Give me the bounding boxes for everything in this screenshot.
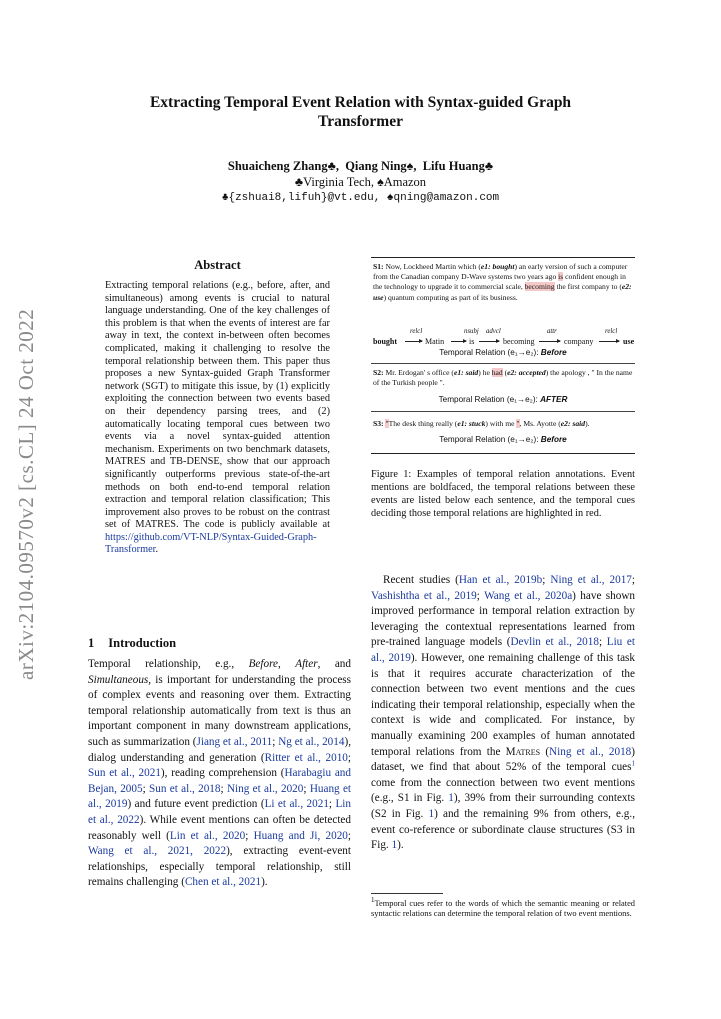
author-1-mark: ♣: [327, 159, 336, 173]
citation-link[interactable]: Ning et al., 2018: [549, 745, 632, 758]
path-node: bought: [373, 337, 398, 346]
citation-link[interactable]: Ritter et al., 2010: [264, 751, 348, 764]
section-title: Introduction: [108, 636, 177, 650]
citation-link[interactable]: Ning et al., 2020: [226, 782, 304, 795]
path-node: becoming: [503, 337, 535, 346]
path-relation: nsubj: [464, 328, 479, 335]
figure-ref[interactable]: 1: [448, 792, 454, 805]
dependency-path: [373, 327, 633, 349]
arrow-icon: [599, 341, 619, 342]
citation-link[interactable]: Vashishtha et al., 2019: [371, 589, 477, 602]
figure-rule: [371, 257, 635, 258]
citation-link[interactable]: Huang and Ji, 2020: [253, 829, 348, 842]
citation-link[interactable]: Li et al., 2021: [264, 798, 329, 811]
figure-example-s3: S3: "The desk thing really (e1: stuck) with me ", Ms. Ayotte (e2: said).: [373, 419, 590, 428]
citation-link[interactable]: Harabagiu and Bejan, 2005: [88, 767, 351, 795]
section-heading: [88, 636, 176, 651]
figure-ref[interactable]: 1: [391, 839, 398, 852]
abstract-text: Extracting temporal relations (e.g., before, after, and simultaneous) among events is crucial to natural language understanding. One of the key challenges of this problem is that when the events of interest are far away in text, the context in-between often becomes complicated, making it challenging to resolve the temporal relationship between them. This paper thus proposes a new Syntax-guided Graph Transformer network (SGT) to mitigate this issue, by (1) explicitly exploiting the connection between two events based on their dependency parsing trees, and (2) automatically locating temporal cues between two events via a novel syntax-guided attention mechanism. Experiments on two benchmark datasets, MATRES and TB-DENSE, show that our approach significantly outperforms previous state-of-the-art methods on both end-to-end temporal relation extraction and temporal relation classification; This improvement also proves to be robust on the contrast set of MATRES. The code is publicly available at https://github.com/VT-NLP/Syntax-Guided-Graph-Transformer.: [105, 280, 330, 556]
temporal-cue-highlight: is: [558, 272, 564, 282]
figure-rule: [371, 411, 635, 412]
body-paragraph: Recent studies (Han et al., 2019b; Ning et al., 2017; Vashishtha et al., 2019; Wang et al., 2020a) have shown improved performance in temporal relation extraction by leveraging the contextual representations learned from pre-trained language models (Devlin et al., 2018; Liu et al., 2019). However, one remaining challenge of this task is that it requires accurate characterization of the connection between two event mentions and the cues indicating their temporal relationship, especially when the context is wide and complicated. For instance, by manually examining 200 examples of human annotated temporal relations from the Matres (Ning et al., 2018) dataset, we find that about 52% of the temporal cues$^1$ come from the connection between two event mentions (e.g., S1 in Fig. 1), 39% from their surrounding contexts (S2 in Fig. 1) and the remaining 9% from others, e.g., event co-reference or subordinate clause structures (S3 in Fig. 1).: [371, 574, 636, 852]
citation-link[interactable]: Lin et al., 2020: [169, 829, 246, 842]
citation-link[interactable]: Huang et al., 2019: [88, 782, 352, 811]
path-relation: relcl: [410, 328, 423, 335]
code-link[interactable]: https://github.com/VT-NLP/Syntax-Guided-Graph-Transformer: [105, 531, 317, 556]
arrow-icon: [405, 341, 422, 342]
figure-example-s1: S1: Now, Lockheed Martin which (e1: bought) an early version of such a computer from the Canadian company D-Wave systems two years ago is confident enough in the technology to upgrade it to commercial scale, becoming the first company to (e2: use) quantum computing as part of its business.: [373, 262, 632, 302]
abstract-heading: Abstract: [194, 258, 241, 272]
footnote-mark: 1: [371, 896, 375, 905]
figure-caption: Figure 1: Examples of temporal relation annotations. Event mentions are boldfaced, the temporal relations between these events are listed below each sentence, and the temporal cues deciding those temporal relations are highlighted in red.: [371, 469, 635, 519]
citation-link[interactable]: Wang et al., 2020a: [484, 589, 573, 602]
path-node: company: [564, 337, 594, 346]
arxiv-id: arXiv:2104.09570v2 [cs.CL] 24 Oct 2022: [14, 308, 38, 680]
author-3: Lifu Huang: [422, 159, 485, 173]
figure-example-s2: S2: Mr. Erdogan' s office (e1: said) he had (e2: accepted) the apology , " In the name of the Turkish people ".: [373, 368, 633, 388]
path-node: is: [469, 337, 475, 346]
author-emails: ♣{zshuai8,lifuh}@vt.edu, ♠qning@amazon.com: [221, 192, 500, 204]
section-number: 1: [88, 636, 95, 650]
footnote: [371, 896, 635, 920]
citation-link[interactable]: Han et al., 2019b: [458, 574, 543, 586]
path-node: Matin: [425, 337, 445, 346]
abstract-body: Extracting temporal relations (e.g., before, after, and simultaneous) among events is crucial to natural language understanding. One of the key challenges of this problem is that when the events of interest are far away in text, the context in-between often becomes complicated, making it challenging to resolve the temporal relationship between them. This paper thus proposes a new Syntax-guided Graph Transformer network (SGT) to mitigate this issue, by (1) explicitly exploiting the connection between two events based on their dependency parsing trees, and (2) automatically locating temporal cues between two events via a novel syntax-guided attention mechanism. Experiments on two benchmark datasets, MATRES and TB-DENSE, show that our approach significantly outperforms previous state-of-the-art methods on both end-to-end temporal relation extraction and temporal relation classification; This improvement also proves to be robust on the contrast set of MATRES. The code is publicly available at: [105, 280, 330, 531]
temporal-cue-highlight: becoming: [524, 282, 555, 292]
author-names: Shuaicheng Zhang♣, Qiang Ning♠, Lifu Huang♣: [227, 159, 494, 173]
title-line-1: Extracting Temporal Event Relation with Syntax-guided Graph: [149, 94, 572, 111]
arxiv-stamp: [6, 308, 46, 680]
path-relation: attr: [547, 328, 557, 335]
arrow-icon: [451, 341, 466, 342]
citation-link[interactable]: Sun et al., 2021: [88, 767, 161, 780]
author-1: Shuaicheng Zhang: [227, 159, 328, 173]
title-line-2: Transformer: [318, 113, 403, 130]
temporal-cue-highlight: ": [385, 419, 389, 428]
citation-link[interactable]: Jiang et al., 2011: [196, 735, 273, 748]
temporal-relation-s2: Temporal Relation (e₁→e₂): AFTER: [438, 395, 568, 404]
temporal-relation-s3: Temporal Relation (e₁→e₂): Before: [439, 435, 567, 444]
citation-link[interactable]: Devlin et al., 2018: [510, 636, 599, 649]
author-affiliations: ♣Virginia Tech, ♠Amazon: [294, 175, 427, 189]
footnote-text: Temporal cues refer to the words of which the semantic meaning or related syntactic relations can determine the temporal relation of two event mentions.: [371, 899, 635, 919]
author-block: [90, 158, 631, 206]
citation-link[interactable]: Lin et al., 2022: [88, 798, 352, 826]
citation-link[interactable]: Ning et al., 2017: [550, 574, 632, 586]
path-node: use: [623, 337, 635, 346]
author-2: Qiang Ning: [345, 159, 407, 173]
footnote-rule: [371, 893, 443, 894]
figure-1: [371, 257, 635, 457]
temporal-cue-highlight: had: [491, 368, 503, 377]
temporal-relation-s1: Temporal Relation (e₁→e₂): Before: [439, 348, 567, 357]
figure-ref[interactable]: 1: [428, 807, 435, 820]
citation-link[interactable]: Liu et al., 2019: [371, 636, 635, 664]
figure-rule: [371, 453, 635, 454]
citation-link[interactable]: Sun et al., 2018: [149, 782, 221, 795]
figure-rule: [371, 363, 635, 364]
intro-paragraph: Temporal relationship, e.g., Before, After, and Simultaneous, is important for understanding the process of complex events and reasoning over them. Extracting temporal relationship automatically from text is thus an important component in many downstream applications, such as summarization (Jiang et al., 2011; Ng et al., 2014), dialog understanding and generation (Ritter et al., 2010; Sun et al., 2021), reading comprehension (Harabagiu and Bejan, 2005; Sun et al., 2018; Ning et al., 2020; Huang et al., 2019) and future event prediction (Li et al., 2021; Lin et al., 2022). While event mentions can often be detected reasonably well (Lin et al., 2020; Huang and Ji, 2020; Wang et al., 2021, 2022), extracting event-event relationships, especially temporal relationship, still remains challenging (Chen et al., 2021).: [88, 658, 352, 889]
citation-link[interactable]: Chen et al., 2021: [184, 876, 262, 889]
author-2-mark: ♠: [406, 159, 414, 173]
citation-link[interactable]: Ng et al., 2014: [278, 735, 345, 748]
path-relation: advcl: [486, 328, 501, 335]
temporal-cue-highlight: ": [516, 419, 520, 428]
arrow-icon: [479, 341, 499, 342]
author-3-mark: ♣: [484, 159, 494, 173]
path-relation: relcl: [605, 328, 618, 335]
paper-title: [90, 93, 631, 131]
footnote-ref[interactable]: 1: [631, 759, 635, 768]
arrow-icon: [539, 341, 560, 342]
citation-link[interactable]: Wang et al., 2021, 2022: [88, 845, 227, 858]
